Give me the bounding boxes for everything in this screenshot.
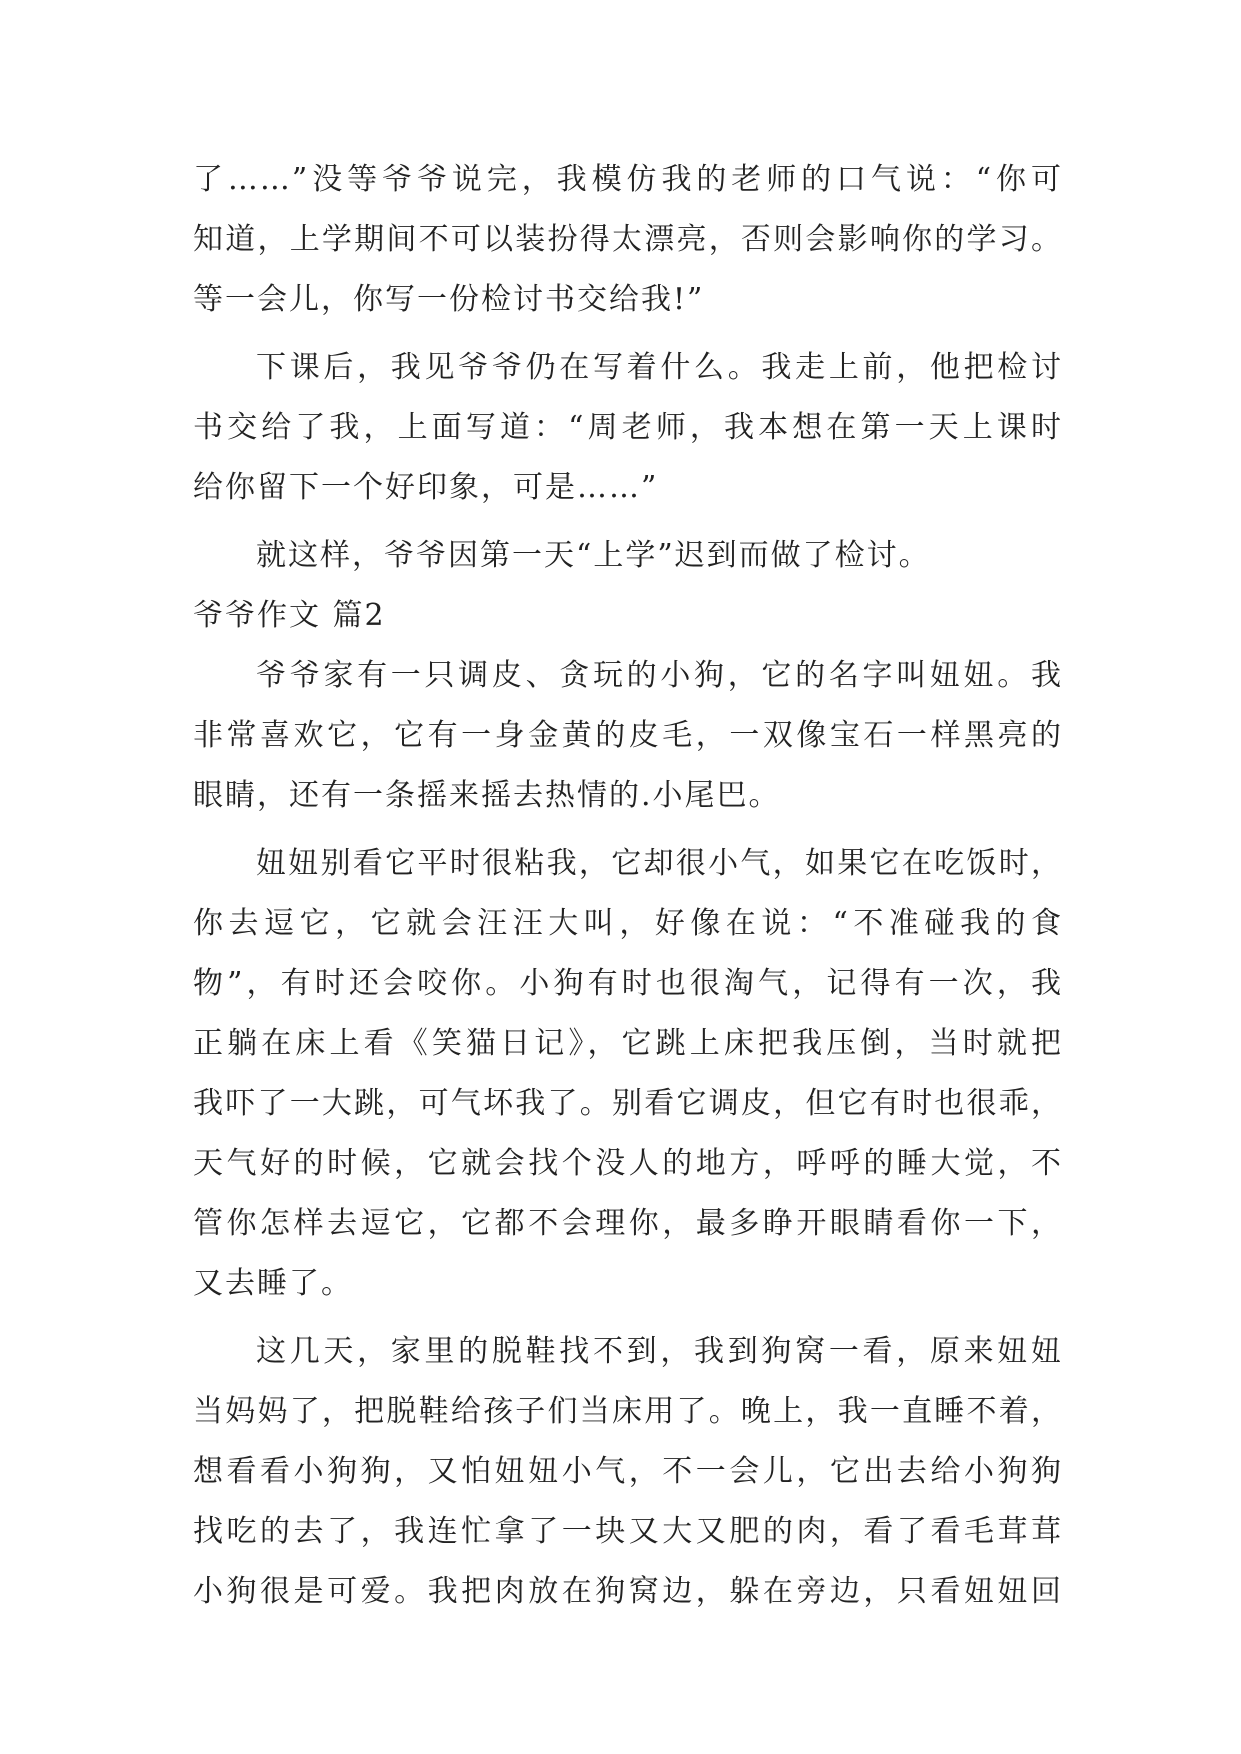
text-line: 正躺在床上看《笑猫日记》，它跳上床把我压倒，当时就把 bbox=[193, 1026, 1063, 1061]
text-line: 等一会儿，你写一份检讨书交给我!” bbox=[193, 282, 705, 317]
paragraph bbox=[193, 646, 1063, 826]
text-line: 天气好的时候，它就会找个没人的地方，呼呼的睡大觉，不 bbox=[193, 1146, 1063, 1181]
text-line: 当妈妈了，把脱鞋给孩子们当床用了。晚上，我一直睡不着， bbox=[193, 1394, 1063, 1429]
text-line: 找吃的去了，我连忙拿了一块又大又肥的肉，看了看毛茸茸 bbox=[193, 1514, 1063, 1549]
section-heading: 爷爷作文 篇2 bbox=[193, 598, 386, 633]
text-line: 我吓了一大跳，可气坏我了。别看它调皮，但它有时也很乖， bbox=[193, 1086, 1063, 1121]
text-line: 知道，上学期间不可以装扮得太漂亮，否则会影响你的学习。 bbox=[193, 222, 1063, 257]
paragraph bbox=[193, 1322, 1063, 1622]
text-line: 你去逗它，它就会汪汪大叫，好像在说：“不准碰我的食 bbox=[193, 906, 1063, 941]
text-line: 眼睛，还有一条摇来摇去热情的.小尾巴。 bbox=[193, 778, 781, 813]
text-line: 想看看小狗狗，又怕妞妞小气，不一会儿，它出去给小狗狗 bbox=[193, 1454, 1063, 1489]
text-line: 又去睡了。 bbox=[193, 1266, 353, 1301]
text-line: 这几天，家里的脱鞋找不到，我到狗窝一看，原来妞妞 bbox=[256, 1334, 1063, 1369]
text-line: 爷爷家有一只调皮、贪玩的小狗，它的名字叫妞妞。我 bbox=[256, 658, 1063, 693]
paragraph bbox=[193, 834, 1063, 1314]
paragraph bbox=[193, 150, 1063, 330]
text-line: 下课后，我见爷爷仍在写着什么。我走上前，他把检讨 bbox=[256, 350, 1063, 385]
text-line: 就这样，爷爷因第一天“上学”迟到而做了检讨。 bbox=[256, 538, 931, 573]
paragraph bbox=[193, 338, 1063, 518]
text-line: 小狗很是可爱。我把肉放在狗窝边，躲在旁边，只看妞妞回 bbox=[193, 1574, 1063, 1609]
paragraph bbox=[193, 526, 1063, 586]
text-line: 物”，有时还会咬你。小狗有时也很淘气，记得有一次，我 bbox=[193, 966, 1063, 1001]
text-line: 给你留下一个好印象，可是……” bbox=[193, 470, 659, 505]
text-line: 非常喜欢它，它有一身金黄的皮毛，一双像宝石一样黑亮的 bbox=[193, 718, 1063, 753]
text-line: 妞妞别看它平时很粘我，它却很小气，如果它在吃饭时， bbox=[256, 846, 1063, 881]
text-line: 书交给了我，上面写道：“周老师，我本想在第一天上课时 bbox=[193, 410, 1063, 445]
essay-body bbox=[193, 150, 1063, 1622]
text-line: 管你怎样去逗它，它都不会理你，最多睁开眼睛看你一下， bbox=[193, 1206, 1063, 1241]
text-line: 了……”没等爷爷说完，我模仿我的老师的口气说：“你可 bbox=[193, 162, 1063, 197]
